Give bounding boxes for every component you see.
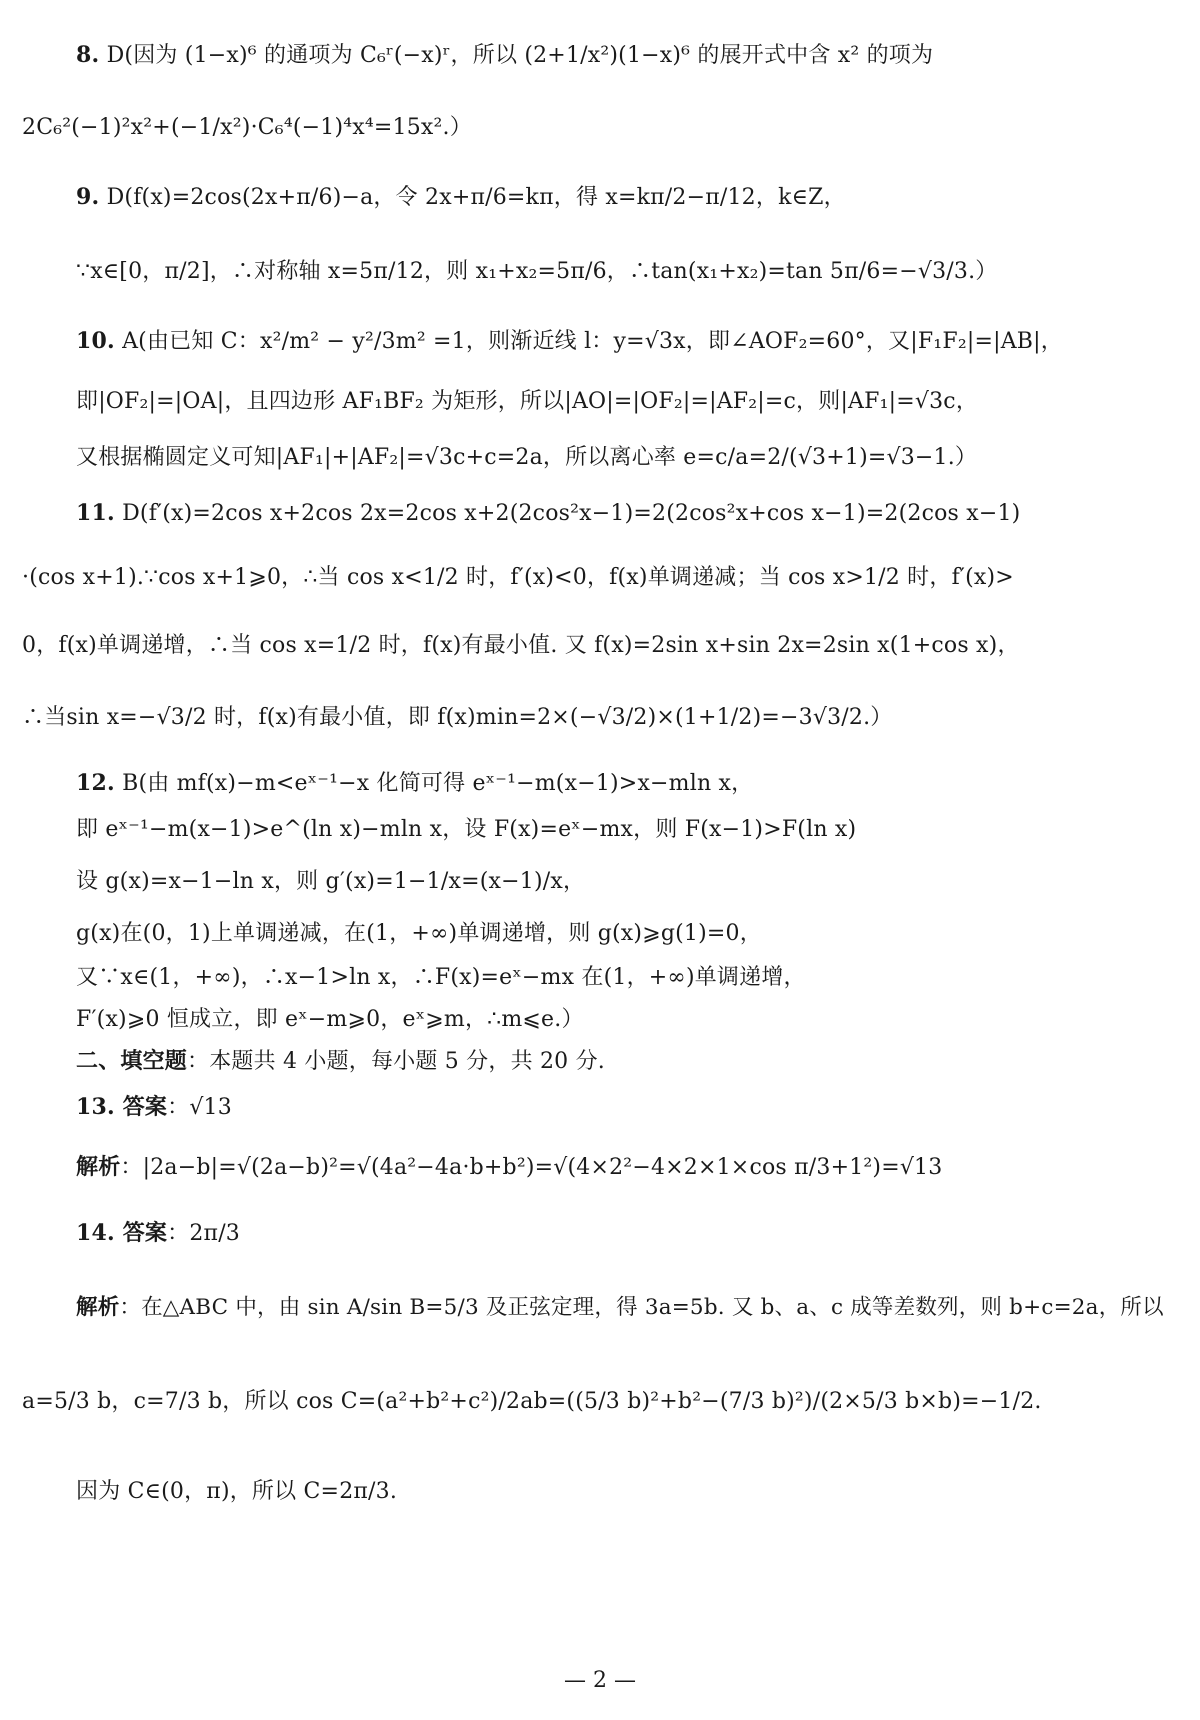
line-q11-c bbox=[22, 628, 1020, 659]
analysis-label: 解析 bbox=[76, 1154, 121, 1180]
line-text: 0，f(x)单调递增，∴当 cos x=1/2 时，f(x)有最小值. 又 f(x)=2sin x+sin 2x=2sin x(1+cos x)， bbox=[22, 633, 1020, 658]
line-text: ：|2a−b|=√(2a−b)²=√(4a²−4a·b+b²)=√(4×2²−4×2×1×cos π/3+1²)=√13 bbox=[120, 1155, 943, 1180]
line-text: A(由已知 C：x²/m² − y²/3m² =1，则渐近线 l：y=√3x，即∠AOF₂=60°，又|F₁F₂|=|AB|， bbox=[122, 329, 1063, 354]
line-q11-a bbox=[76, 500, 1020, 526]
line-text: g(x)在(0，1)上单调递减，在(1，+∞)单调递增，则 g(x)⩾g(1)=0， bbox=[76, 921, 762, 946]
page-number: — 2 — bbox=[564, 1668, 636, 1693]
line-text: 又根据椭圆定义可知|AF₁|+|AF₂|=√3c+c=2a，所以离心率 e=c/a=2/(√3+1)=√3−1.） bbox=[76, 445, 978, 470]
line-q14-answer bbox=[76, 1216, 240, 1247]
line-q14-analysis-c bbox=[76, 1474, 397, 1505]
line-text: B(由 mf(x)−m<eˣ⁻¹−x 化简可得 eˣ⁻¹−m(x−1)>x−mln x， bbox=[122, 771, 754, 796]
line-text: ∵x∈[0，π/2]，∴对称轴 x=5π/12，则 x₁+x₂=5π/6，∴tan(x₁+x₂)=tan 5π/6=−√3/3.） bbox=[76, 259, 998, 284]
line-text: ：本题共 4 小题，每小题 5 分，共 20 分. bbox=[187, 1049, 605, 1074]
line-text: ∴当sin x=−√3/2 时，f(x)有最小值，即 f(x)min=2×(−√3/2)×(1+1/2)=−3√3/2.） bbox=[22, 705, 893, 730]
line-text: 即|OF₂|=|OA|，且四边形 AF₁BF₂ 为矩形，所以|AO|=|OF₂|=|AF₂|=c，则|AF₁|=√3c， bbox=[76, 389, 979, 414]
item-number: 12. bbox=[76, 770, 115, 796]
line-q9-a bbox=[76, 180, 846, 211]
line-q10-c bbox=[76, 440, 977, 471]
line-text: 2C₆²(−1)²x²+(−1/x²)·C₆⁴(−1)⁴x⁴=15x².） bbox=[22, 115, 472, 140]
answer-label: 14. 答案 bbox=[76, 1220, 168, 1246]
line-q14-analysis-a bbox=[76, 1290, 1164, 1321]
section-heading-fill-in bbox=[76, 1044, 605, 1075]
line-q12-d bbox=[76, 916, 762, 947]
line-q8-a bbox=[76, 38, 933, 69]
line-q12-b bbox=[76, 812, 856, 843]
line-text: D(f(x)=2cos(2x+π/6)−a，令 2x+π/6=kπ，得 x=kπ/2−π/12，k∈Z， bbox=[106, 185, 846, 210]
line-q10-b bbox=[76, 384, 978, 415]
line-q8-b bbox=[22, 110, 472, 141]
line-text: D(f′(x)=2cos x+2cos 2x=2cos x+2(2cos²x−1)=2(2cos²x+cos x−1)=2(2cos x−1) bbox=[122, 501, 1021, 526]
item-number: 10. bbox=[76, 328, 115, 354]
line-q9-b bbox=[76, 254, 997, 285]
line-q11-b bbox=[22, 560, 1014, 591]
line-text: 因为 C∈(0，π)，所以 C=2π/3. bbox=[76, 1479, 398, 1504]
line-q12-f bbox=[76, 1002, 584, 1033]
line-text: ·(cos x+1).∵cos x+1⩾0，∴当 cos x<1/2 时，f′(x)<0，f(x)单调递减；当 cos x>1/2 时，f′(x)> bbox=[22, 565, 1014, 590]
line-text: a=5/3 b，c=7/3 b，所以 cos C=(a²+b²+c²)/2ab=((5/3 b)²+b²−(7/3 b)²)/(2×5/3 b×b)=−1/2. bbox=[22, 1389, 1042, 1414]
line-text: ：√13 bbox=[167, 1095, 232, 1120]
line-q11-d bbox=[22, 700, 892, 731]
item-number: 8. bbox=[76, 42, 100, 68]
line-text: 又∵x∈(1，+∞)，∴x−1>ln x，∴F(x)=eˣ−mx 在(1，+∞)单调递增， bbox=[76, 965, 806, 990]
item-number: 9. bbox=[76, 184, 100, 210]
line-q10-a bbox=[76, 324, 1063, 355]
line-q14-analysis-b bbox=[22, 1384, 1042, 1415]
line-text: ：2π/3 bbox=[167, 1221, 241, 1246]
line-q12-c bbox=[76, 864, 585, 895]
line-q12-e bbox=[76, 960, 806, 991]
line-q12-a bbox=[76, 766, 753, 797]
section-title: 二、填空题 bbox=[76, 1048, 188, 1074]
item-number: 11. bbox=[76, 500, 115, 526]
line-text: ：在△ABC 中，由 sin A/sin B=5/3 及正弦定理，得 3a=5b. 又 b、a、c 成等差数列，则 b+c=2a，所以 bbox=[119, 1295, 1164, 1320]
answer-label: 13. 答案 bbox=[76, 1094, 168, 1120]
line-q13-answer bbox=[76, 1090, 232, 1121]
line-text: F′(x)⩾0 恒成立，即 eˣ−m⩾0，eˣ⩾m，∴m⩽e.） bbox=[76, 1007, 584, 1032]
line-q13-analysis bbox=[76, 1150, 942, 1181]
line-text: D(因为 (1−x)⁶ 的通项为 C₆ʳ(−x)ʳ，所以 (2+1/x²)(1−x)⁶ 的展开式中含 x² 的项为 bbox=[106, 43, 934, 68]
line-text: 设 g(x)=x−1−ln x，则 g′(x)=1−1/x=(x−1)/x， bbox=[76, 869, 586, 894]
line-text: 即 eˣ⁻¹−m(x−1)>e^(ln x)−mln x，设 F(x)=eˣ−mx，则 F(x−1)>F(ln x) bbox=[76, 817, 857, 842]
analysis-label: 解析 bbox=[76, 1295, 120, 1320]
